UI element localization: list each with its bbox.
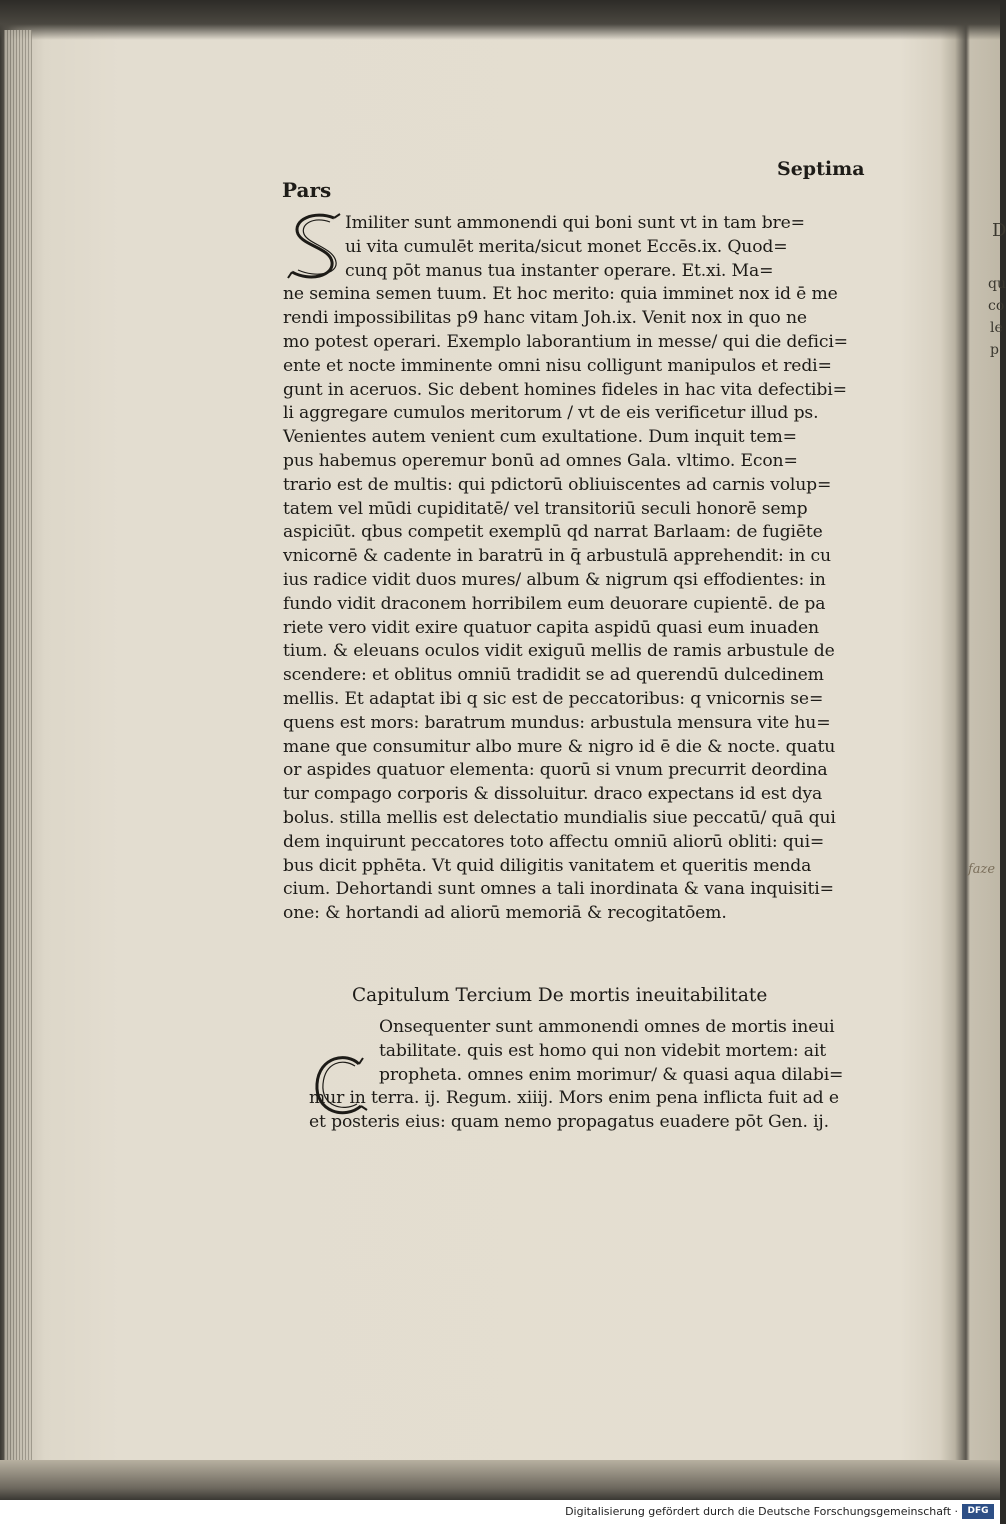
text-line: or aspides quatuor elementa: quorū si vnum precurrit deordina [283, 760, 828, 781]
book-bottom-edge [0, 1460, 1000, 1500]
facing-text: co [988, 298, 1005, 314]
chapter-text-column [309, 1016, 889, 1135]
text-line: rendi impossibilitas p9 hanc vitam Joh.ix. Venit nox in quo ne [283, 308, 807, 329]
text-line: mur in terra. ij. Regum. xiiij. Mors enim pena inflicta fuit ad e [309, 1088, 839, 1109]
text-line: mo potest operari. Exemplo laborantium in messe/ qui die defici= [283, 331, 848, 352]
text-line: pus habemus operemur bonū ad omnes Gala. vltimo. Econ= [283, 450, 798, 471]
margin-annotation: faze [968, 862, 996, 877]
text-line: li aggregare cumulos meritorum / vt de eis verificetur illud ps. [283, 403, 819, 424]
text-line: Imiliter sunt ammonendi qui boni sunt vt in tam bre= [345, 213, 805, 233]
text-line: tatem vel mūdi cupiditatē/ vel transitoriū seculi honorē semp [283, 498, 808, 519]
text-line: tur compago corporis & dissoluitur. draco expectans id est dya [283, 784, 823, 805]
text-line: one: & hortandi ad aliorū memoriā & recogitatōem. [283, 903, 727, 924]
page-stack-edge [4, 30, 32, 1460]
digitization-footer [0, 1500, 1000, 1524]
text-line: Venientes autem venient cum exultatione. Dum inquit tem= [283, 427, 797, 448]
text-line: ius radice vidit duos mures/ album & nigrum qsi effodientes: in [283, 569, 826, 590]
dfg-logo: DFG [962, 1504, 994, 1519]
text-line: quens est mors: baratrum mundus: arbustula mensura vite hu= [283, 712, 831, 733]
text-line: bolus. stilla mellis est delectatio mundialis siue peccatū/ quā qui [283, 807, 836, 828]
text-line: aspiciūt. qbus competit exemplū qd narrat Barlaam: de fugiēte [283, 522, 823, 543]
text-line: ne semina semen tuum. Et hoc merito: quia imminet nox id ē me [283, 284, 838, 305]
facing-text: D [992, 220, 1006, 241]
text-line: cunq pōt manus tua instanter operare. Et.xi. Ma= [345, 260, 774, 281]
text-line: vnicornē & cadente in baratrū in q̄ arbustulā apprehendit: in cu [283, 546, 831, 567]
text-line: dem inquirunt peccatores toto affectu omniū aliorū obliti: qui= [283, 831, 825, 852]
chapter-heading: Capitulum Tercium De mortis ineuitabilitate [352, 985, 768, 1006]
main-text-column [283, 212, 878, 926]
text-line: et posteris eius: quam nemo propagatus euadere pōt Gen. ij. [309, 1112, 829, 1133]
running-head-left: Pars [282, 178, 332, 202]
facing-text: p [990, 342, 999, 358]
text-line: riete vero vidit exire quatuor capita aspidū quasi eum inuaden [283, 617, 819, 638]
text-line: propheta. omnes enim morimur/ & quasi aqua dilabi= [379, 1064, 844, 1085]
facing-text: le [990, 320, 1003, 336]
running-head-right: Septima [777, 158, 865, 180]
text-line: mane que consumitur albo mure & nigro id ē die & nocte. quatu [283, 736, 836, 757]
funding-credit: Digitalisierung gefördert durch die Deutsche Forschungsgemeinschaft · [565, 1505, 958, 1518]
facing-text: qu [988, 276, 1006, 292]
text-line: Onsequenter sunt ammonendi omnes de mortis ineui [379, 1017, 835, 1037]
text-line: ente et nocte imminente omni nisu colligunt manipulos et redi= [283, 355, 832, 376]
text-line: tabilitate. quis est homo qui non videbit mortem: ait [379, 1040, 826, 1061]
text-line: gunt in aceruos. Sic debent homines fideles in hac vita defectibi= [283, 379, 847, 400]
text-line: fundo vidit draconem horribilem eum deuorare cupientē. de pa [283, 593, 826, 614]
text-line: trario est de multis: qui pdictorū obliuiscentes ad carnis volup= [283, 474, 832, 495]
text-line: mellis. Et adaptat ibi q sic est de peccatoribus: q vnicornis se= [283, 688, 824, 709]
facing-page-fragment [968, 40, 1006, 1440]
text-line: tium. & eleuans oculos vidit exiguū mellis de ramis arbustule de [283, 641, 835, 662]
text-line: scendere: et oblitus omniū tradidit se ad querendū dulcedinem [283, 665, 824, 686]
text-line: bus dicit pphēta. Vt quid diligitis vanitatem et queritis menda [283, 855, 812, 876]
text-line: cium. Dehortandi sunt omnes a tali inordinata & vana inquisiti= [283, 879, 834, 900]
text-line: ui vita cumulēt merita/sicut monet Eccēs.ix. Quod= [345, 236, 788, 257]
